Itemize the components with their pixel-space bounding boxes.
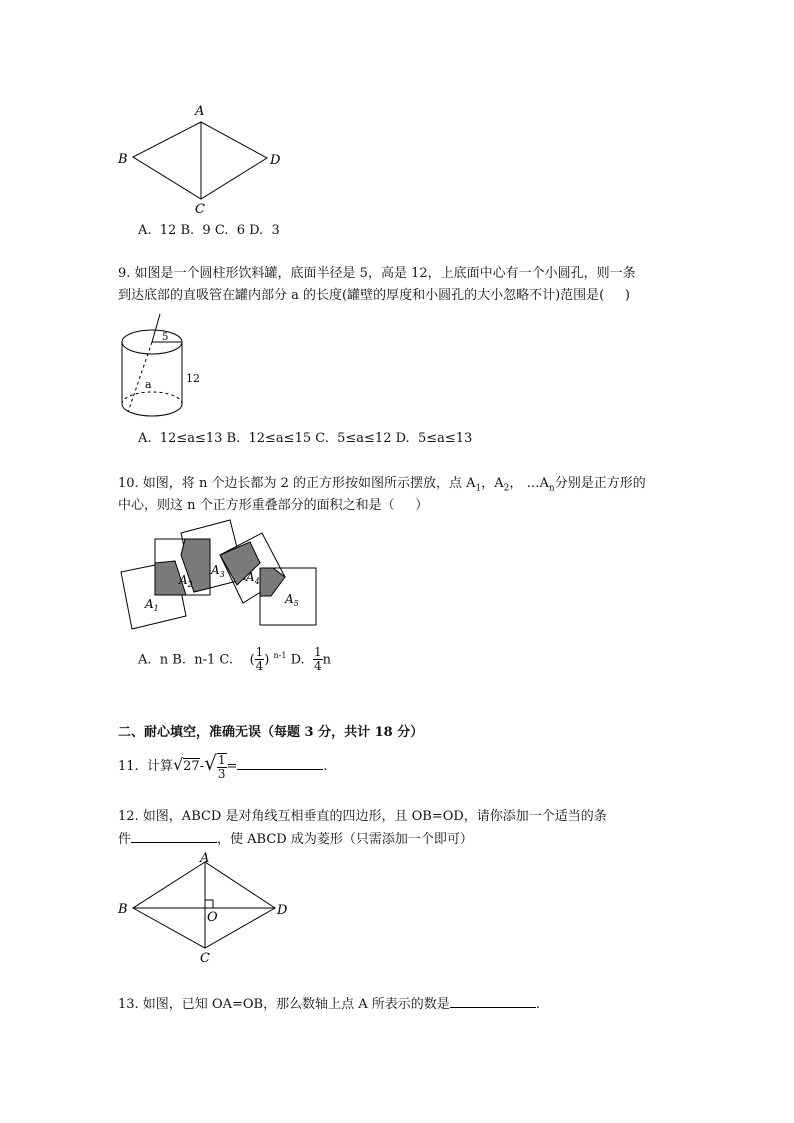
overlap-4: [260, 568, 285, 596]
q11-answer-blank[interactable]: [237, 755, 323, 770]
label-a2: $A_2$: [179, 573, 193, 589]
label-c: C: [200, 951, 210, 966]
cylinder-bottom-back: [122, 392, 182, 404]
q10-line2: 中心，则这 n 个正方形重叠部分的面积之和是（ ）: [118, 498, 429, 513]
q10-opt-c-exp: n-1: [273, 651, 287, 660]
label-b: B: [118, 152, 128, 167]
q12-line2-post: ，使 ABCD 成为菱形（只需添加一个即可）: [217, 832, 473, 847]
q10-options: [138, 641, 331, 675]
height-label: 12: [186, 372, 200, 385]
q10-sub2: 2: [503, 483, 510, 494]
q11-fraction: [217, 753, 227, 781]
q12-line2: [118, 828, 473, 847]
q11-radicand: 27: [183, 759, 200, 774]
frac-num: 1: [217, 752, 226, 767]
q10-line1-post: 分别是正方形的: [554, 476, 646, 491]
q10-opt-c-paren-open: (: [249, 652, 255, 668]
cylinder-figure-q9: [110, 312, 220, 422]
label-a5: $A_5$: [285, 592, 299, 608]
straw-outside: [152, 314, 160, 342]
frac-num: 1: [313, 645, 322, 660]
q10-line1-mid2: ， …A: [509, 476, 549, 491]
label-a: A: [195, 104, 205, 119]
q10-line1-pre: 10. 如图，将 n 个边长都为 2 的正方形按如图所示摆放，点 A: [118, 476, 476, 491]
q10-opt-c-fraction: [255, 646, 265, 673]
q13-text: 13. 如图，已知 OA=OB，那么数轴上点 A 所表示的数是: [118, 997, 450, 1012]
q10-opt-d-var: n: [322, 652, 331, 668]
q10-opt-d-label: D.: [290, 652, 305, 668]
label-c: C: [195, 202, 205, 217]
q12-line2-pre: 件: [118, 832, 132, 847]
rhombus-outline: [133, 862, 275, 948]
frac-den: 4: [255, 659, 264, 674]
frac-den: 3: [217, 766, 226, 781]
label-a4: $A_4$: [246, 570, 260, 586]
sqrt-symbol: √: [172, 755, 184, 774]
q10-opt-ab: A. n B. n-1 C.: [138, 652, 234, 668]
q9-line2: 到达底部的直吸管在罐内部分 a 的长度(罐壁的厚度和小圆孔的大小忽略不计)范围是( ): [118, 288, 630, 303]
frac-num: 1: [255, 645, 264, 660]
q13-answer-blank[interactable]: [450, 993, 536, 1008]
radius-label: 5: [162, 332, 169, 343]
straw-label-a: a: [145, 378, 152, 391]
q9-options: A. 12≤a≤13 B. 12≤a≤15 C. 5≤a≤12 D. 5≤a≤13: [138, 431, 473, 446]
q11-eq: =: [226, 759, 238, 774]
right-angle-mark: [205, 900, 213, 908]
section-2-heading: 二、耐心填空，准确无误（每题 3 分，共计 18 分）: [118, 725, 424, 740]
q10-subn: n: [548, 483, 555, 494]
q11-end: .: [323, 759, 328, 774]
q10-opt-c-paren-close: ): [264, 652, 270, 668]
squares-figure-q10: [115, 515, 325, 635]
q8-options: A. 12 B. 9 C. 6 D. 3: [138, 223, 280, 238]
cylinder-bottom-front: [122, 404, 182, 416]
label-d: D: [277, 903, 288, 918]
q13-end: .: [535, 997, 540, 1012]
rhombus-outline: [133, 122, 267, 199]
q10-sub1: 1: [475, 483, 482, 494]
q12-answer-blank[interactable]: [131, 828, 217, 843]
label-a1: $A_1$: [145, 597, 159, 613]
q12-line1: 12. 如图，ABCD 是对角线互相垂直的四边形，且 OB=OD，请你添加一个适当的条: [118, 809, 607, 824]
label-d: D: [270, 153, 281, 168]
q9-line1: 9. 如图是一个圆柱形饮料罐，底面半径是 5，高是 12，上底面中心有一个小圆孔，则一条: [118, 266, 636, 281]
q10-line1: [118, 472, 646, 494]
label-a3: $A_3$: [211, 563, 225, 579]
q11-minus: -: [199, 759, 205, 774]
sqrt-symbol-2: √: [204, 751, 217, 775]
q13: [118, 993, 540, 1012]
label-o: O: [207, 910, 218, 925]
label-a: A: [200, 851, 210, 866]
q11: [118, 748, 328, 782]
straw-inside: [128, 342, 152, 412]
q10-opt-d-fraction: [313, 646, 323, 673]
q11-prefix: 11. 计算: [118, 759, 173, 774]
label-b: B: [118, 902, 128, 917]
q10-line1-mid1: ，A: [481, 476, 504, 491]
rhombus-figure-q12: [112, 848, 302, 968]
frac-den: 4: [313, 659, 322, 674]
rhombus-figure-q8: [112, 100, 292, 220]
